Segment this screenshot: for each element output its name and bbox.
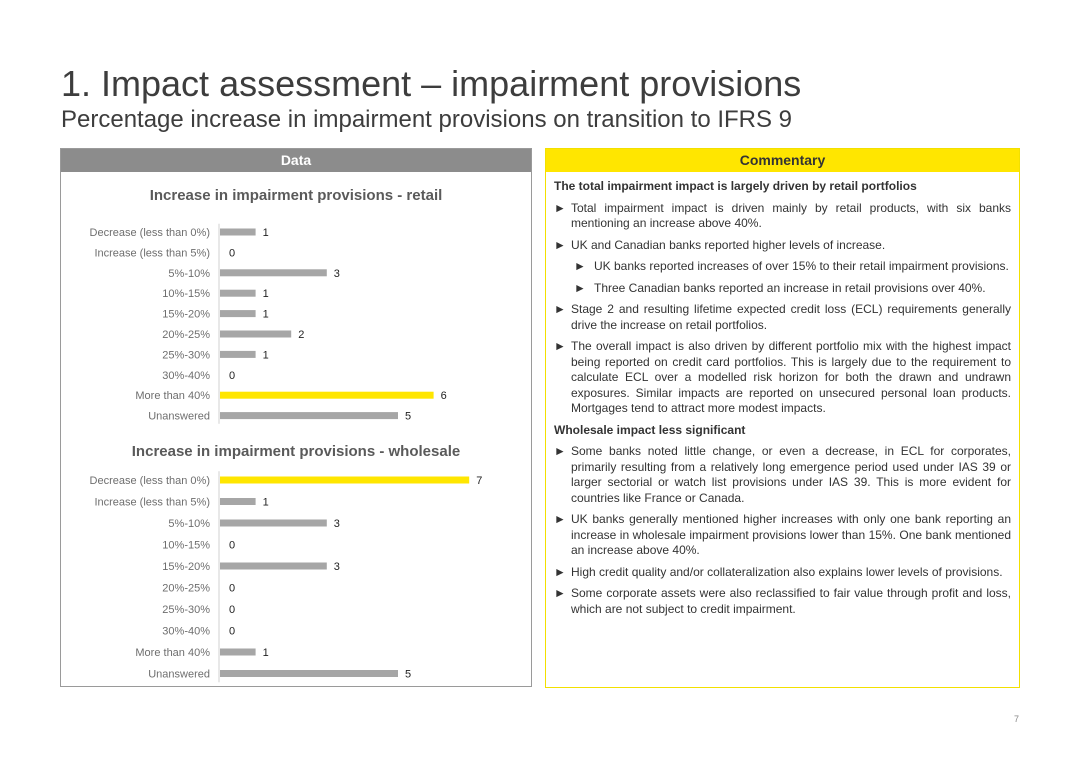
bar-value-label: 0 [229,625,236,638]
page-title: 1. Impact assessment – impairment provisions [61,63,802,104]
arrow-bullet-icon: ► [554,444,566,458]
data-panel [60,148,532,687]
bar [220,310,256,317]
arrow-bullet-icon: ► [574,280,586,295]
wholesale-heading: Wholesale impact less significant [554,422,746,437]
bullet-item: ► UK and Canadian banks reported higher levels of increase. [554,237,886,252]
arrow-bullet-icon: ► [554,586,566,600]
category-tick-label: 10%-15% [162,539,210,552]
arrow-bullet-icon: ► [554,302,566,316]
category-tick-label: More than 40% [135,390,210,403]
category-tick-label: 15%-20% [162,561,210,573]
bar-value-label: 3 [333,561,340,573]
category-tick-label: 25%-30% [162,349,210,362]
bar-value-label: 1 [262,288,269,301]
bar-value-label: 5 [405,410,412,423]
arrow-bullet-icon: ► [554,200,566,215]
category-tick-label: 10%-15% [162,288,210,301]
bar [220,269,327,276]
bullet-item: ► The overall impact is also driven by different portfolio mix with the highest impact being reported on credit card portfolios. This is largely due to the requirement to calculate ECL over a modelled risk horizon for both the drawn and undrawn exposures. Similar impacts are reported on unsecured personal loan products. Mortgages tend to attract more modest impacts. [554,339,1011,415]
category-tick-label: 20%-25% [162,582,210,595]
retail-chart-title: Increase in impairment provisions - retail [149,187,443,204]
category-tick-label: 20%-25% [162,329,210,341]
sub-bullet-item: ► Three Canadian banks reported an increase in retail provisions over 40%. [574,280,986,295]
bar-value-label: 0 [229,369,236,382]
bar [220,392,434,399]
data-panel-header: Data [61,149,531,172]
bar-value-label: 1 [262,227,269,239]
bar-value-label: 0 [229,582,236,595]
category-tick-label: 5%-10% [168,518,210,530]
category-tick-label: Unanswered [148,410,210,423]
bar-value-label: 0 [229,604,236,616]
arrow-bullet-icon: ► [554,339,566,353]
bullet-item: ► Some corporate assets were also reclassified to fair value through profit and loss, which are not subject to credit impairment. [554,586,1011,616]
category-tick-label: Unanswered [148,668,210,681]
bar-value-label: 5 [405,668,412,681]
bar [220,412,398,419]
retail-heading: The total impairment impact is largely driven by retail portfolios [554,179,917,193]
bar [220,563,327,570]
page-subtitle: Percentage increase in impairment provisions on transition to IFRS 9 [61,106,793,133]
bullet-item: ► Stage 2 and resulting lifetime expected credit loss (ECL) requirements generally drive the increase on retail portfolios. [554,302,1011,332]
bar [220,498,256,505]
bar-value-label: 0 [229,539,236,552]
arrow-bullet-icon: ► [554,564,566,579]
category-tick-label: Decrease (less than 0%) [89,475,210,487]
arrow-bullet-icon: ► [554,512,566,526]
category-tick-label: 30%-40% [162,625,210,638]
page-number: 7 [1014,714,1020,724]
bar [220,649,256,656]
bar-value-label: 3 [333,267,340,280]
category-tick-label: Increase (less than 5%) [94,247,210,260]
commentary-panel-header: Commentary [546,149,1019,172]
commentary-body [546,172,1019,617]
bar [220,331,291,338]
category-tick-label: Decrease (less than 0%) [89,227,210,239]
category-tick-label: 15%-20% [162,308,210,321]
bullet-item: ► Some banks noted little change, or even a decrease, in ECL for corporates, primarily resulting from a relatively long emergence period used under IAS 39 or larger sectorial or watch list provisions under IAS 39. This is more evident for countries like France or Canada. [554,444,1011,505]
category-tick-label: Increase (less than 5%) [94,496,210,509]
bar [220,477,469,484]
category-tick-label: 5%-10% [168,267,210,280]
category-tick-label: 30%-40% [162,369,210,382]
bar [220,290,256,297]
bar-value-label: 1 [262,647,269,659]
bullet-item: ► High credit quality and/or collateralization also explains lower levels of provisions. [554,564,1003,579]
bar-value-label: 1 [262,349,269,362]
bar-value-label: 1 [262,496,269,509]
category-tick-label: More than 40% [135,647,210,659]
bar [220,229,256,236]
arrow-bullet-icon: ► [574,259,586,273]
category-tick-label: 25%-30% [162,604,210,616]
bullet-item: ► UK banks generally mentioned higher increases with only one bank reporting an increase in wholesale impairment provisions lower than 15%. One bank mentioned an increase above 40%. [554,512,1011,557]
bar-value-label: 7 [476,475,483,487]
bullet-item: ► Total impairment impact is driven mainly by retail products, with six banks mentioning an increase above 40%. [554,200,1011,230]
wholesale-chart [61,467,531,687]
bar [220,520,327,527]
bar [220,670,398,677]
arrow-bullet-icon: ► [554,237,566,252]
bar-value-label: 6 [440,390,447,403]
bar-value-label: 2 [298,329,305,341]
bar-value-label: 3 [333,518,340,530]
commentary-panel [545,148,1020,688]
sub-bullet-item: ► UK banks reported increases of over 15% to their retail impairment provisions. [574,259,1009,273]
retail-chart [61,217,531,432]
bar [220,351,256,358]
bar-value-label: 0 [229,247,236,260]
bar-value-label: 1 [262,308,269,321]
wholesale-chart-title: Increase in impairment provisions - wholesale [131,443,461,460]
